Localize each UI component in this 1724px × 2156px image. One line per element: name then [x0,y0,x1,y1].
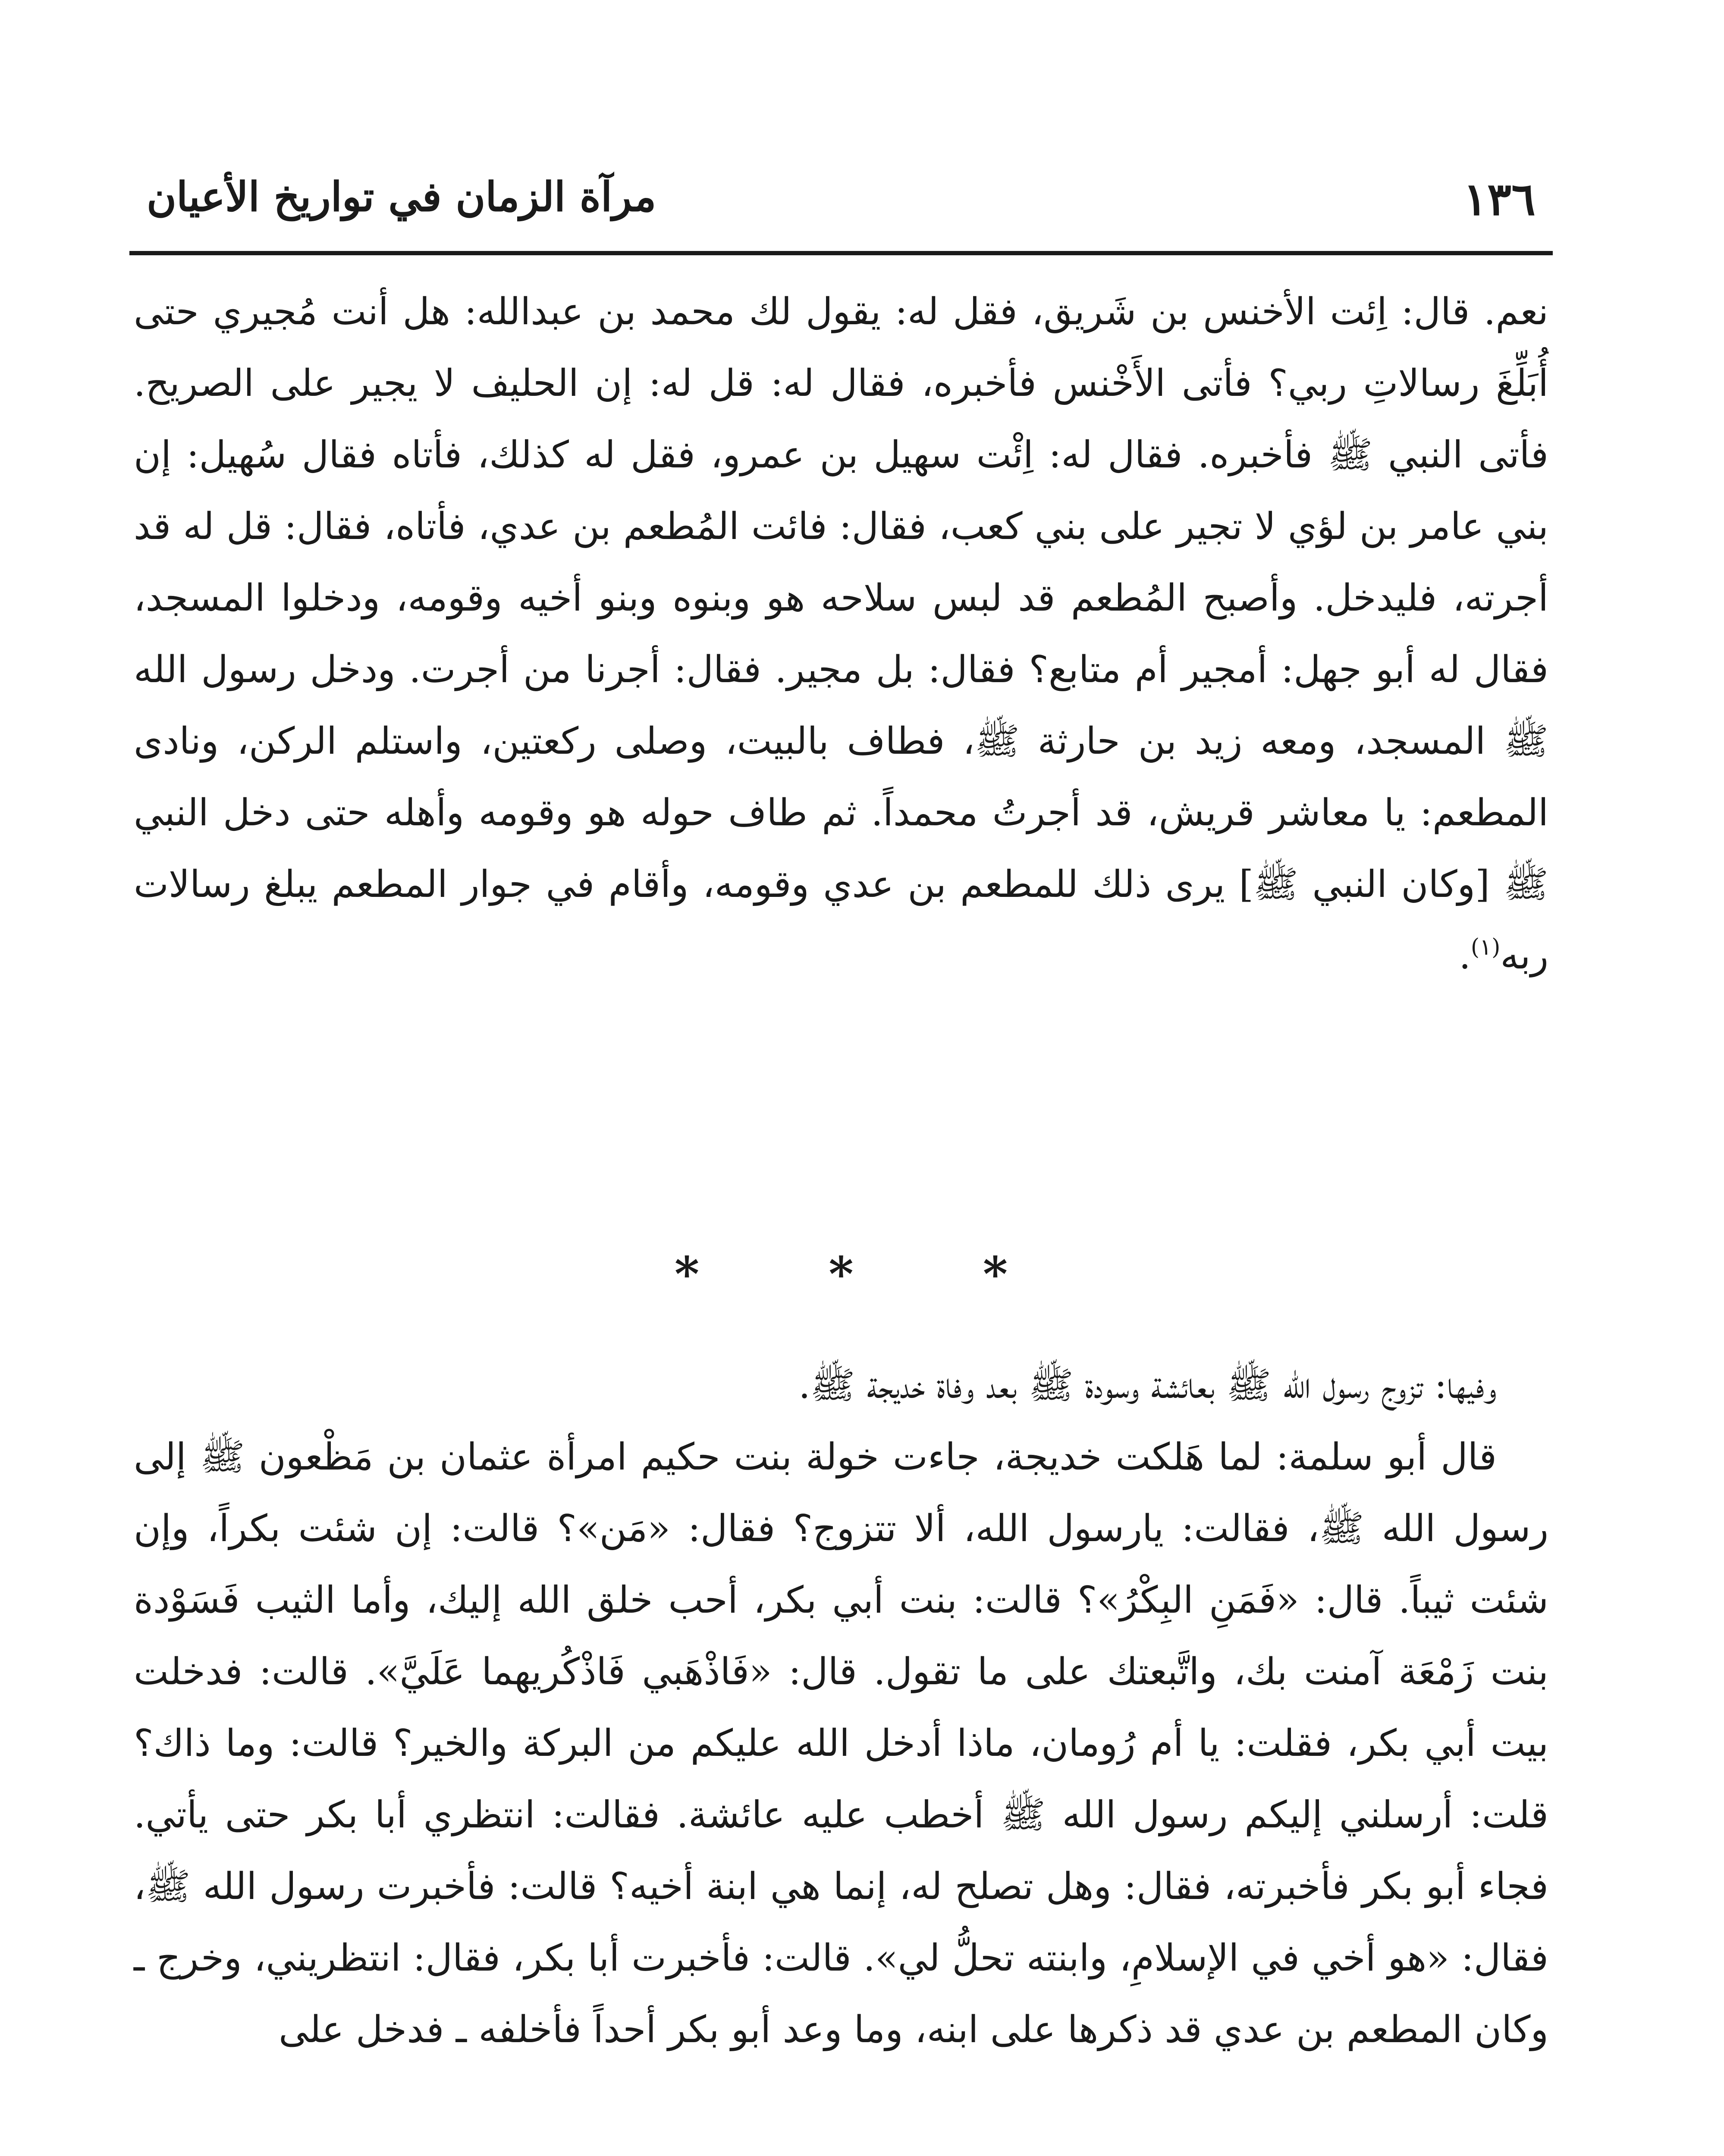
book-title: مرآة الزمان في تواريخ الأعيان [147,173,656,221]
main-text-block [134,276,1548,992]
running-header [134,164,1553,250]
page-number: ١٣٦ [1463,172,1536,226]
header-divider [129,251,1553,255]
separator-star: * [829,1246,854,1302]
separator-star: * [983,1246,1008,1302]
separator-star: * [674,1246,700,1302]
second-section [134,1350,1548,2065]
footnote-ref-1: (١) [1470,934,1501,960]
paragraph-1 [134,276,1548,992]
paragraph-2: قال أبو سلمة: لما هَلكت خديجة، جاءت خولة بنت حكيم امرأة عثمان بن مَظْعون ﷺ إلى رسول الله ﷺ، فقالت: يارسول الله، ألا تتزوج؟ فقال: «مَن»؟ قالت: إن شئت بكراً، وإن شئت ثيباً. قال: «فَمَنِ البِكْرُ»؟ قالت: بنت أبي بكر، أحب خلق الله إليك، وأما الثيب فَسَوْدة بنت زَمْعَة آمنت بك، واتَّبعتك على ما تقول. قال: «فَاذْهَبي فَاذْكُريهما عَلَيَّ». قالت: فدخلت بيت أبي بكر، فقلت: يا أم رُومان، ماذا أدخل الله عليكم من البركة والخير؟ قالت: وما ذاك؟ قلت: أرسلني إليكم رسول الله ﷺ أخطب عليه عائشة. فقالت: انتظري أبا بكر حتى يأتي. فجاء أبو بكر فأخبرته، فقال: وهل تصلح له، إنما هي ابنة أخيه؟ قالت: فأخبرت رسول الله ﷺ، فقال: «هو أخي في الإسلامِ، وابنته تحلُّ لي». قالت: فأخبرت أبا بكر، فقال: انتظريني، وخرج ـ وكان المطعم بن عدي قد ذكرها على ابنه، وما وعد أبو بكر أحداً فأخلفه ـ فدخل على [134,1435,1548,2051]
paragraph-1-text: نعم. قال: اِئت الأخنس بن شَريق، فقل له: يقول لك محمد بن عبدالله: هل أنت مُجيري حتى أُبَلِّغَ رسالاتِ ربي؟ فأتى الأَخْنس فأخبره، فقال له: قل له: إن الحليف لا يجير على الصريح. فأتى النبي ﷺ فأخبره. فقال له: اِئْت سهيل بن عمرو، فقل له كذلك، فأتاه فقال سُهيل: إن بني عامر بن لؤي لا تجير على بني كعب، فقال: فائت المُطعم بن عدي، فأتاه، فقال: قل له قد أجرته، فليدخل. وأصبح المُطعم قد لبس سلاحه هو وبنوه وبنو أخيه وقومه، ودخلوا المسجد، فقال له أبو جهل: أمجير أم متابع؟ فقال: بل مجير. فقال: أجرنا من أجرت. ودخل رسول الله ﷺ المسجد، ومعه زيد بن حارثة ﷺ، فطاف بالبيت، وصلى ركعتين، واستلم الركن، ونادى المطعم: يا معاشر قريش، قد أجرتُ محمداً. ثم طاف حوله هو وقومه وأهله حتى دخل النبي ﷺ [وكان النبي ﷺ] يرى ذلك للمطعم بن عدي وقومه، وأقام في جوار المطعم يبلغ رسالات ربه [134,290,1548,978]
section-separator [134,1242,1548,1307]
section-intro: وفيها: تزوج رسول الله ﷺ بعائشة وسودة ﷺ بعد وفاة خديجة ﷺ. [798,1364,1497,1407]
paragraph-1-end: . [1459,934,1471,978]
